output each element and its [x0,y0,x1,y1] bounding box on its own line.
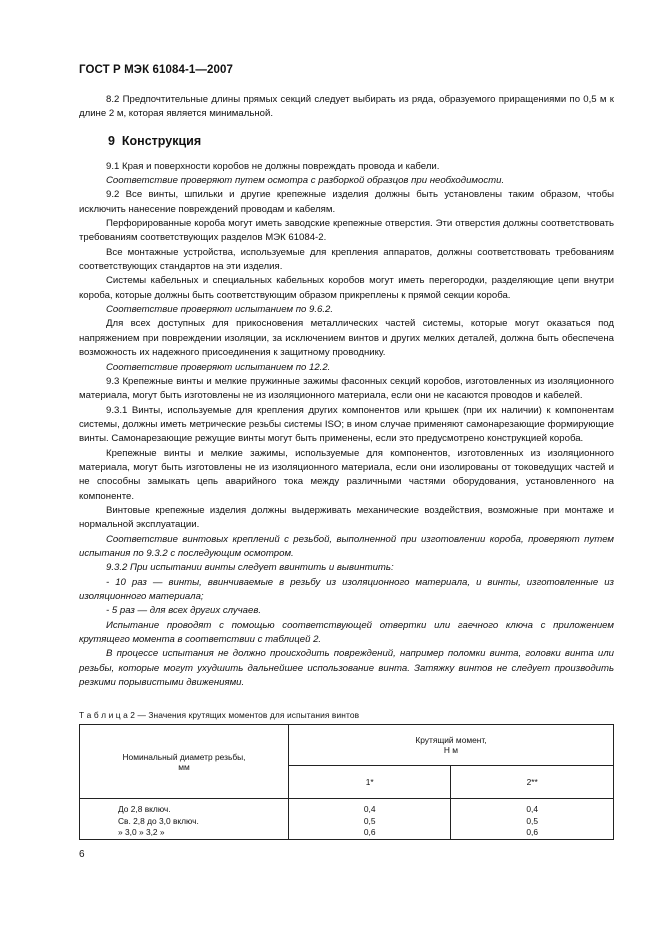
paragraph: 9.3 Крепежные винты и мелкие пружинные зажимы фасонных секций коробов, изготовленных из изоляционного материала, могут быть изготовлены не из изоляционного материала, если они не касаются проводов и кабелей. [79,375,614,402]
torque-col-1 [289,799,451,840]
paragraph: 9.3.2 При испытании винты следует ввинтить и вывинтить: [106,562,394,574]
paragraph: 8.2 Предпочтительные длины прямых секций следует выбирать из ряда, образуемого приращениями по 0,5 м к длине 2 м, которая является минимальной. [79,94,614,120]
paragraph: Соответствие проверяют путем осмотра с разборкой образцов при необходимости. [106,175,505,187]
section-number: 9 [108,133,115,148]
diameter-unit: мм [178,761,190,772]
document-header: ГОСТ Р МЭК 61084-1—2007 [79,64,233,76]
paragraph: Крепежные винты и мелкие зажимы, используемые для компонентов, изготовленных из изоляционного материала, могут быть изготовлены не из изоляционного материала, если они изолированы от токоведущих частей и не способны замыкать цепь аварийного тока между различными частями оборудования, установленного на компоненте. [79,447,614,502]
top-paragraphs [79,93,614,122]
table-caption: Т а б л и ц а 2 — Значения крутящих моментов для испытания винтов [79,710,360,720]
torque-header-cell [289,725,614,766]
paragraph: Системы кабельных и специальных кабельных коробов могут иметь перегородки, разделяющие цепи внутри короба, которые должны быть соответствующим образом прикреплены к прямой секции короба. [79,275,614,301]
torque-value: 0,6 [363,827,376,838]
paragraph: 9.1 Края и поверхности коробов не должны повреждать провода и кабели. [106,160,440,172]
paragraph: 9.3.1 Винты, используемые для крепления других компонентов или крышек (при их наличии) к компонентам системы, должны иметь метрические резьбы системы ISO; в ином случае применяют самонарезающие формирующие винты. Самонарезающие режущие винты могут быть применены, если это предусмотрено конструкцией короба. [79,404,614,445]
paragraph: - 10 раз — винты, ввинчиваемые в резьбу из изоляционного материала, и винты, изготовленные из изоляционного материала; [79,576,614,602]
diameter-column [80,799,289,840]
paragraph: Соответствие винтовых креплений с резьбой, выполненной при изготовлении короба, проверяют путем испытания по 9.3.2 с последующим осмотром. [79,533,614,559]
sub-header-1: 1* [289,766,451,799]
paragraph: Все монтажные устройства, используемые для крепления аппаратов, должны соответствовать требованиям соответствующих стандартов на эти изделия. [79,246,614,273]
diameter-header: Номинальный диаметр резьбы, [122,751,246,762]
torque-header: Крутящий момент, [415,735,487,745]
torque-value: 0,4 [526,804,539,814]
page-number: 6 [79,849,85,860]
paragraph: В процессе испытания не должно происходить повреждений, например поломки винта, головки винта или резьбы, которые могут ухудшить дальнейшее использование винта. Затяжку винтов не следует производить резкими порывистыми движениями. [79,648,614,689]
section-paragraphs [79,160,614,691]
torque-value: 0,5 [363,815,376,826]
torque-value: 0,5 [526,815,539,826]
diameter-value: Св. 2,8 до 3,0 включ. [118,815,199,826]
torque-col-2 [451,799,614,840]
paragraph: Перфорированные короба могут иметь заводские крепежные отверстия. Эти отверстия должны соответствовать требованиям соответствующих разделов МЭК 61084-2. [79,218,614,244]
diameter-value: » 3,0 » 3,2 » [118,827,165,838]
diameter-value: До 2,8 включ. [118,804,171,814]
paragraph: Испытание проводят с помощью соответствующей отвертки или гаечного ключа с приложением крутящего момента в соответствии с таблицей 2. [79,619,614,646]
paragraph: Для всех доступных для прикосновения металлических частей системы, которые могут оказаться под напряжением при повреждении изоляции, за исключением винтов и других мелких деталей, должна быть обеспечена возможность их надежного присоединения к защитному проводнику. [79,318,614,359]
paragraph: Соответствие проверяют испытанием по 12.2. [106,361,331,373]
torque-value: 0,6 [526,827,539,838]
torque-table [79,724,614,840]
sub-header-2: 2** [451,766,614,799]
paragraph: 9.2 Все винты, шпильки и другие крепежные изделия должны быть установлены таким образом, чтобы исключить нанесение повреждений проводам и кабелям. [79,189,614,215]
paragraph: - 5 раз — для всех других случаев. [106,605,262,617]
diameter-header-cell [80,725,289,799]
section-heading [79,132,614,150]
paragraph: Винтовые крепежные изделия должны выдерживать механические воздействия, возможные при монтаже и нормальной эксплуатации. [79,504,614,531]
torque-unit: Н м [443,745,459,755]
torque-value: 0,4 [363,804,376,814]
document-body [79,93,614,690]
paragraph: Соответствие проверяют испытанием по 9.6.2. [106,304,333,316]
table-body-row [80,799,614,840]
section-title: Конструкция [121,133,202,148]
